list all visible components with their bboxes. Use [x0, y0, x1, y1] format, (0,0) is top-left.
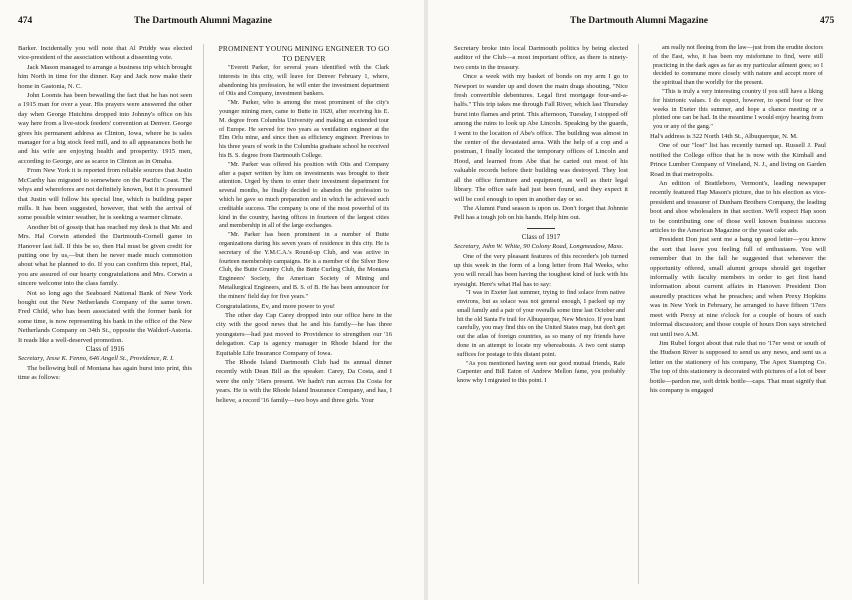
paragraph: Once a week with my basket of bonds on my arm I go to Newport to wander up and down the main drags shouting, "Nice fresh convertible debentures. Legal first mortgage four-and-a-halfs." This trip takes me through Fall River, which last Thursday burst into flames and print. This afternoon, Tuesday, I stopped off among the ruins to look up Abe Lincoln. Speaking by the guards, I went to the location of Abe's office. The building was almost in the center of the devastated area. With the help of a cop and a postman, I finally located the temporary offices of Lincoln and Hood, and learned from Abe that he carted out most of his valuable records before their building was destroyed. They lost all the office furniture and equipment, as well as their legal library. The office safe had just been found, and they expect it will be cool enough to open in another day or so. — [454, 73, 628, 203]
running-head-left: The Dartmouth Alumni Magazine — [134, 16, 273, 26]
paragraph: Hal's address is 322 North 14th St., Albuquerque, N. M. — [650, 132, 798, 140]
paragraph: The other day Cap Carey dropped into our office here in the city with the good news that he and his family—he has three youngsters—had just moved to Providence to strengthen our '16 delegation. Cap is agency manager in Rhode Island for the Equitable Life Insurance Company of Iowa. — [216, 311, 392, 357]
left-page — [0, 0, 424, 600]
paragraph: Not so long ago the Seaboard National Bank of New York bought out the New Netherlands Company of the same town. Fred Child, who has been associated with the former bank for some time, is now representing his bank in the office of the New Netherlands Company on 34th St., opposite the Waldorf-Astoria. It reads like a well-deserved promotion. — [18, 289, 192, 344]
quoted-paragraph: "Mr. Parker, who is among the most prominent of the city's younger mining men, came to Butte in 1920, after receiving his E. M. degree from Columbia University and making an extended tour of Europe. He served for two years as ventilation engineer at the Elm Orlu mine, and since then as efficiency engineer. Previous to his three years of work in the Columbia graduate school he received his B. S. degree from Dartmouth College. — [219, 99, 389, 159]
right-page — [428, 0, 852, 600]
paragraph: The bellowing bull of Montana has again burst into print, this time as follows: — [18, 364, 192, 382]
paragraph: Another bit of gossip that has reached my desk is that Mr. and Mrs. Hal Corwin attended the Dartmouth-Cornell game in Hanover last fall. If this be so, then Hal must be given credit for putting one by us,—but then he never made much commotion about what he planned to do. If you can confirm this report, Hal, you are assured of our hearty congratulations and Mrs. Corwin a sincere welcome into the class family. — [18, 223, 192, 288]
class-heading: Class of 1917 — [521, 232, 561, 241]
page-number-left: 474 — [18, 16, 33, 26]
quoted-paragraph: "As you mentioned having seen our good mutual friends, Rafe Carpenter and Bill Eaton of Andrew Mellon fame, you probably know why I migrated to this point. I — [457, 359, 625, 385]
paragraph: John Loomis has been bewailing the fact that he has not seen a 1915 man for over a year. His prayers were answered the other day when George Hutchins dropped into Johnny's office on his way here from a live-stock feeders' convention at Denver. George gives his permanent address as Clinton, Iowa, where he is sales manager for a big stock feed mill, and to all appearances both he and his wife are enjoying health and prosperity. 1915 men, according to George, are as scarce in Clinton as in Omaha. — [18, 92, 192, 165]
secretary-line: Secretary, Jesse K. Fenno, 646 Angell St., Providence, R. I. — [18, 355, 174, 363]
secretary-line: Secretary, John W. White, 90 Colony Road, Longmeadow, Mass. — [454, 243, 624, 251]
column-divider — [638, 44, 639, 584]
right-column-1 — [454, 44, 628, 600]
quoted-paragraph: "Everett Parker, for several years identified with the Clark interests in this city, will leave for Denver February 1, where, abandoning his profession, he will enter the investment department of Otis and Company, investment bankers. — [219, 64, 389, 98]
quoted-paragraph: "This is truly a very interesting country if you still have a liking for histrionic values. I do expect, however, to spend four or five weeks in Exeter this summer, and hope a chance meeting or a plotted one can be had. In the meantime I would enjoy hearing from you or any of the gang." — [653, 87, 823, 131]
quoted-paragraph: am really not fleeing from the law—just from the erudite doctors of the East, who, it has been my misfortune to find, were still practicing in the dark ages as far as my particular ailment goes; so I decided to commune more closely with nature and accept more of the spiritual than the worldly for the present. — [653, 44, 823, 87]
right-column-2 — [650, 44, 826, 600]
section-rule — [527, 228, 555, 229]
quoted-paragraph: "I was in Exeter last summer, trying to find solace from native environs, but as solace was not general enough, I packed up my small family and a pair of your overalls some time last October and hit the old Santa Fe trail for Albuquerque, New Mexico. If you hunt carefully, you may find this on the United States map, but don't get out the atlas of foreign countries, as so many of my friends have done in an attempt to locate my whereabouts. A two cent stamp suffices for postage to this distant point. — [457, 289, 625, 358]
running-head-right: The Dartmouth Alumni Magazine — [570, 16, 709, 26]
paragraph: One of our "lost" list has recently turned up. Russell J. Paul notified the College office that he is now with the Kimball and Prince Lumber Company of Vineland, N. J., and living on Garden Road in that metropolis. — [650, 142, 826, 178]
column-divider — [203, 44, 204, 584]
paragraph: Barker. Incidentally you will note that Al Priddy was elected vice-president of the association without a dissenting vote. — [18, 45, 192, 62]
paragraph: President Don just sent me a bang up good letter—you know the sort that leave you feeling full of enthusiasm. You will remember that in the fall he suggested that whenever the opportunity offered, small alumni groups should get together informally with faculty members in order to get first hand information about current affairs in Hanover. President Don assuredly practices what he preaches; and when Prexy Hopkins was in New York in February, he arranged to have fifteen '17ers meet with Prexy at nine o'clock for a couple of hours of such informal discussion; and those couple of hours Don says stretched out until two A.M. — [650, 236, 826, 338]
quoted-paragraph: "Mr. Parker has been prominent in a number of Butte organizations during his seven years of residence in this city. He is secretary of the Y.M.C.A.'s Round-up Club, and was active in fourteen membership campaigns. He is a member of the Silver Bow Club, the Butte Country Club, the Butte Curling Club, the Montana Engineers' Society, the American Society of Mining and Metallurgical Engineers, and B. S. of B. He has been announcer for the miners' field day for five years." — [219, 231, 389, 300]
quoted-paragraph: "Mr. Parker was offered his position with Otis and Company after a paper written by him on investments was brought to their attention. Urged by them to enter their investment department for several months, he finally decided to abandon the profession to which he gave so much preparation and in which he achieved such creditable success. The company is one of the most powerful of its kind in the country, having offices in fourteen of the largest cities and membership in all of the large exchanges. — [219, 160, 389, 230]
paragraph: An edition of Brattleboro, Vermont's, leading newspaper recently featured Hap Mason's picture, due to his election as vice-president and treasurer of Dunham Brothers Company, the leading boot and shoe wholesalers in that section. We'll expect Hap soon to be contributing one of those well known business success articles to the American Magazine or the yeast cake ads. — [650, 180, 826, 235]
paragraph: Jack Mason managed to arrange a business trip which brought him North in time for the dinner. Kay and Jack now make their home in Gastonia, N. C. — [18, 63, 192, 90]
paragraph: The Alumni Fund season is upon us. Don't forget that Johnnie Pell has a tough job on his hands. Help him out. — [454, 204, 628, 222]
article-headline: PROMINENT YOUNG MINING ENGINEER TO GO TO DENVER — [218, 44, 390, 63]
class-heading: Class of 1916 — [85, 345, 125, 353]
paragraph: The Rhode Island Dartmouth Club had its annual dinner recently with Dean Bill as the speaker. Carey, Da Costa, and I were the only '16ers present. We hadn't run across Da Costa for years. He is with the Rhode Island Insurance Company, and has, I believe, a record '16 family—two boys and three girls. Your — [216, 358, 392, 404]
left-column-2 — [216, 44, 392, 600]
paragraph: From New York it is reported from reliable sources that Justin McCarthy has migrated to somewhere on the Pacific Coast. The whys and wherefores are not definitely known, but it is presumed that Justin will follow his special line, which is building paper mills. It has been suggested, however, that with the arrival of some possible winter weather, he is seeking a warmer climate. — [18, 167, 192, 222]
paragraph: Jim Rubel forgot about that rule that no '17er west or south of the Hudson River is supposed to send us any news, and sent us a letter on the stationery of his company, The Apex Stamping Co. The top of this stationery is decorated with pictures of a lot of beer bottle—pardon me, soft drink bottle—caps. That must signify that his company is engaged — [650, 339, 826, 394]
page-number-right: 475 — [820, 16, 835, 26]
paragraph: Secretary broke into local Dartmouth politics by being elected auditor of the Club—a most important office, as there is ninety-two cents in the treasury. — [454, 45, 628, 71]
paragraph: One of the very pleasant features of this recorder's job turned up this week in the form of a long letter from Hal Weeks, who you will recall has been having the toughest kind of luck with his eyesight. Here's what Hal has to say: — [454, 252, 628, 288]
paragraph: Congratulations, Ev, and more power to you! — [216, 302, 335, 310]
left-column-1 — [18, 44, 192, 600]
